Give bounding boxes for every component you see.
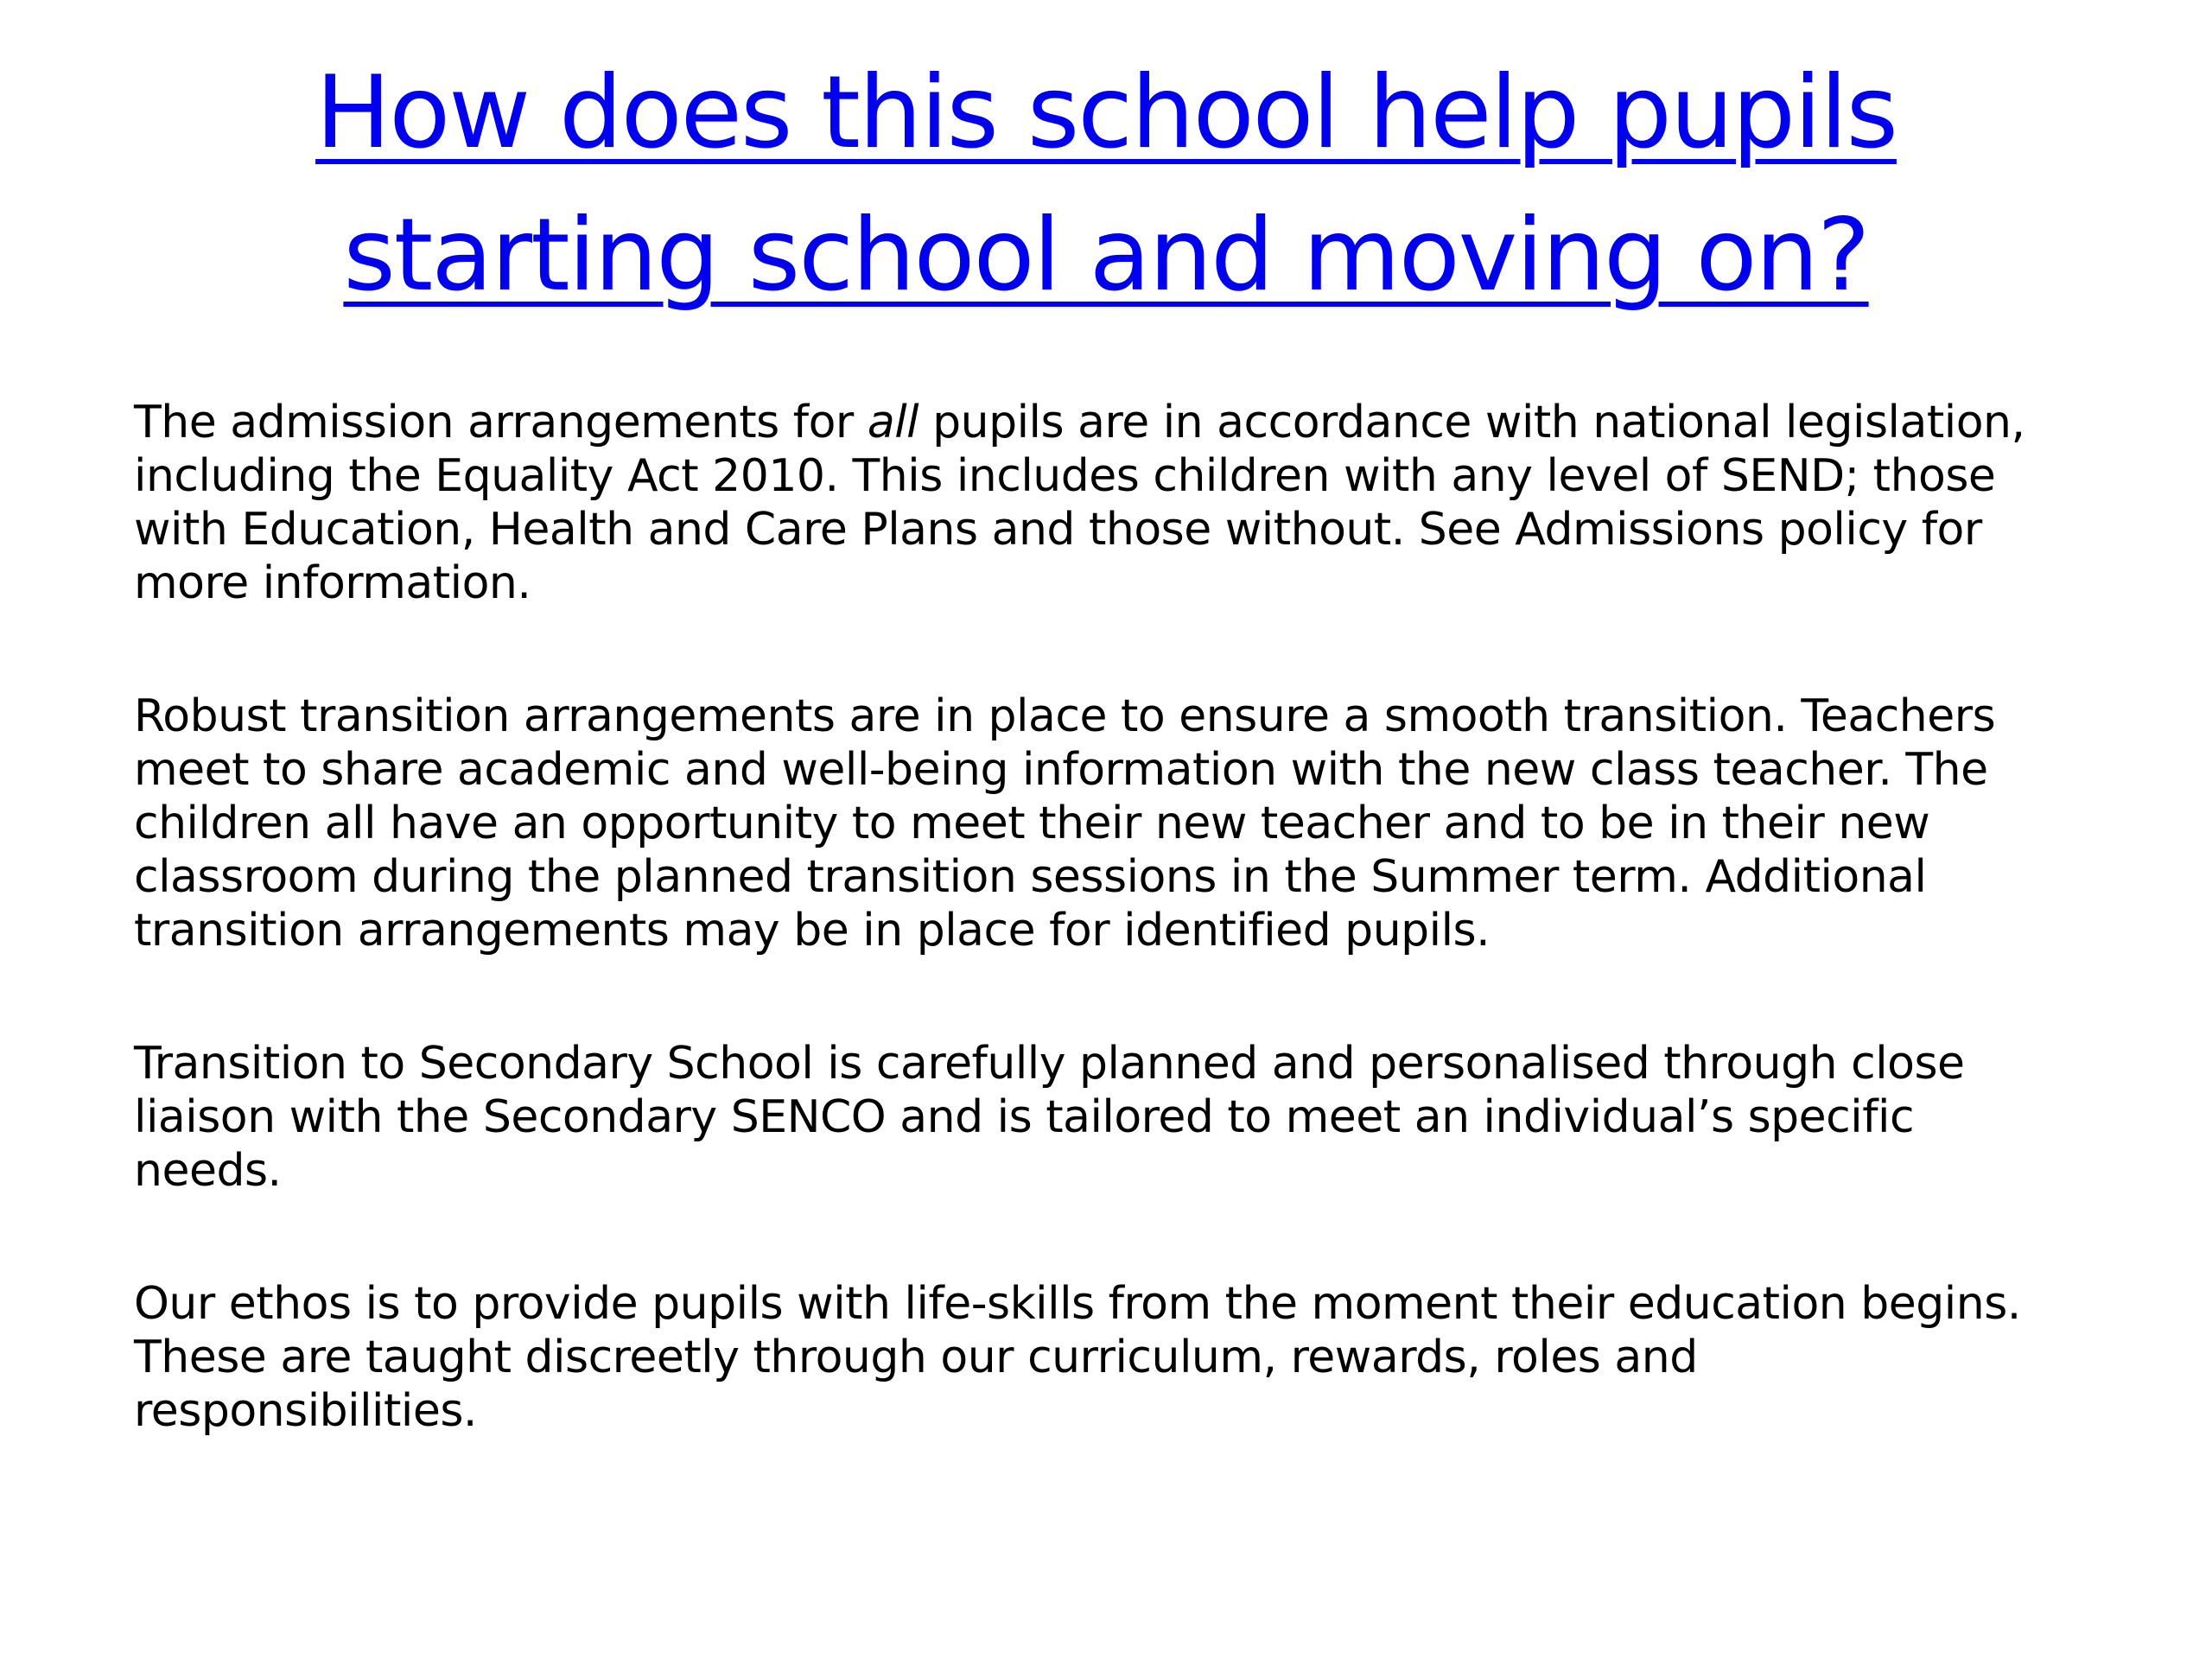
title-line-2: starting school and moving on?	[343, 197, 1869, 314]
paragraph-line: responsibilities.	[134, 1385, 477, 1437]
paragraph-line: Robust transition arrangements are in place to ensure a smooth transition. Teachers	[134, 690, 1996, 742]
slide-title-link[interactable]	[104, 41, 2108, 327]
paragraph-line: liaison with the Secondary SENCO and is tailored to meet an individual’s specific	[134, 1091, 1915, 1143]
paragraph-transition	[134, 690, 2121, 957]
paragraph-ethos	[134, 1277, 2121, 1438]
paragraph-line: with Education, Health and Care Plans and those without. See Admissions policy for	[134, 504, 1982, 556]
paragraph-line: needs.	[134, 1145, 282, 1197]
paragraph-line: more information.	[134, 557, 531, 609]
paragraph-line: Our ethos is to provide pupils with life-skills from the moment their education begins.	[134, 1278, 2021, 1330]
slide-title	[104, 41, 2108, 327]
slide-body	[134, 396, 2121, 1438]
emphasis-all: all	[867, 397, 919, 448]
paragraph-line: meet to share academic and well-being information with the new class teacher. The	[134, 744, 1988, 796]
paragraph-line	[134, 396, 2121, 449]
title-line-1: How does this school help pupils	[315, 54, 1897, 171]
paragraph-line: These are taught discreetly through our curriculum, rewards, roles and	[134, 1332, 1698, 1383]
text-run: The admission arrangements for	[134, 397, 868, 448]
text-run: pupils are in accordance with national legislation,	[918, 397, 2025, 448]
paragraph-secondary	[134, 1037, 2121, 1198]
paragraph-admissions	[134, 396, 2121, 610]
paragraph-line: children all have an opportunity to meet their new teacher and to be in their new	[134, 798, 1930, 849]
paragraph-line: transition arrangements may be in place for identified pupils.	[134, 905, 1491, 957]
paragraph-line: classroom during the planned transition sessions in the Summer term. Additional	[134, 851, 1927, 903]
paragraph-line: including the Equality Act 2010. This includes children with any level of SEND; those	[134, 450, 1996, 502]
paragraph-line: Transition to Secondary School is carefully planned and personalised through close	[134, 1038, 1965, 1090]
